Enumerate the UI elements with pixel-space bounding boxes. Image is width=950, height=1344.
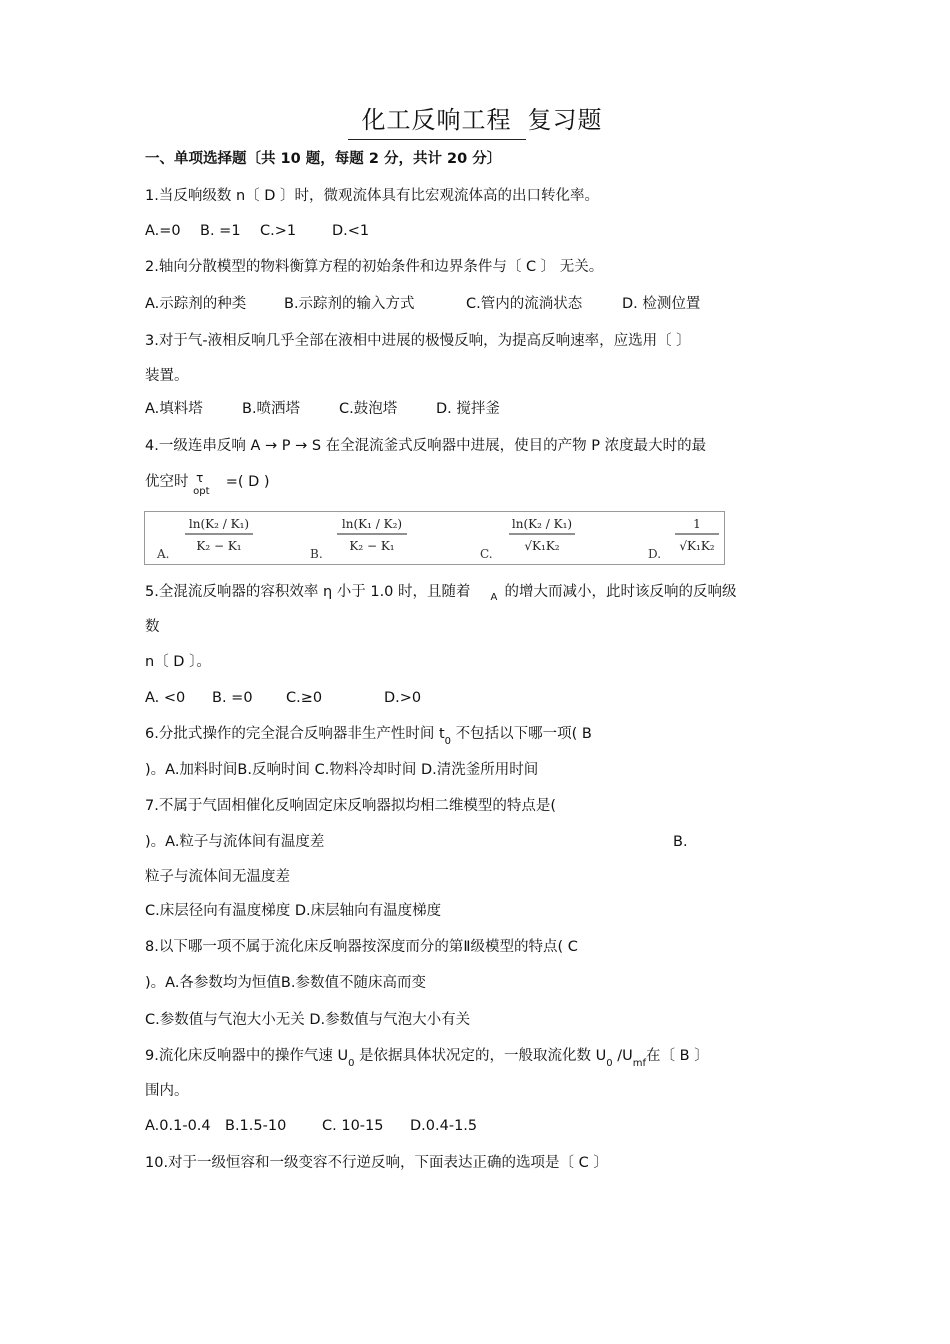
q9-option-b: B.1.5-10 <box>225 1118 287 1134</box>
formula-denominator-d: √K₁K₂ <box>679 539 715 553</box>
q2-option-c: C.管内的流淌状态 <box>466 296 583 312</box>
q7-stem-cont3: C.床层径向有温度梯度 D.床层轴向有温度梯度 <box>145 903 442 919</box>
section-heading: 一、单项选择题〔共 10 题，每题 2 分，共计 20 分〕 <box>145 151 502 167</box>
q4-formula-options <box>144 511 725 565</box>
q5-stem: 5.全混流反响器的容积效率 η 小于 1.0 时，且随着 A 的增大而减小，此时该反响的反响级 <box>145 582 737 602</box>
formula-numerator-b: ln(K₁ / K₂) <box>341 517 403 531</box>
q1-option-c: C.>1 <box>260 223 297 239</box>
formula-svg <box>145 512 724 564</box>
q6-stem: 6.分批式操作的完全混合反响器非生产性时间 $t_0$ 不包括以下哪一项( B <box>145 726 592 747</box>
q8-stem-cont2: C.参数值与气泡大小无关 D.参数值与气泡大小有关 <box>145 1012 471 1028</box>
formula-denominator-b: K₂ − K₁ <box>349 539 395 553</box>
q9-sub-0a: 0 <box>348 1058 355 1069</box>
formula-denominator-a: K₂ − K₁ <box>196 539 242 553</box>
q7-stem-cont: )。A.粒子与流体间有温度差 B. <box>145 834 688 850</box>
q5-option-b: B. =0 <box>212 690 253 706</box>
q9-sub-mf: mf <box>632 1058 647 1069</box>
q1-stem: 1.当反响级数 n〔 D 〕时，微观流体具有比宏观流体高的出口转化率。 <box>145 188 600 204</box>
q9-stem: 9.流化床反响器中的操作气速 $U_0$ 是依据具体状况定的，一般取流化数 $U_0$ $/U_{mf}$在〔 B 〕 <box>145 1048 709 1069</box>
q4-answer: =( D ) <box>225 474 270 490</box>
q1-option-b: B. =1 <box>200 223 241 239</box>
q7-stem: 7.不属于气固相催化反响固定床反响器拟均相二维模型的特点是( <box>145 798 556 814</box>
formula-numerator-c: ln(K₂ / K₁) <box>511 517 573 531</box>
q2-stem: 2.轴向分散模型的物料衡算方程的初始条件和边界条件与〔 C 〕 无关。 <box>145 259 604 275</box>
q5-option-a: A. <0 <box>145 690 186 706</box>
q2-option-d: D. 检测位置 <box>622 296 701 312</box>
title-part-1: 化工反响工程 <box>348 100 526 140</box>
q4-tau-symbol: τ opt <box>193 471 210 497</box>
q1-options <box>145 221 369 241</box>
q7-stem-cont2: 粒子与流体间无温度差 <box>145 869 290 885</box>
q1-option-a: A.=0 <box>145 223 181 239</box>
q8-stem: 8.以下哪一项不属于流化床反响器按深度而分的第Ⅱ级模型的特点( C <box>145 939 578 955</box>
q9-option-a: A.0.1-0.4 <box>145 1118 211 1134</box>
q3-option-b: B.喷洒塔 <box>242 401 301 417</box>
formula-denominator-c: √K₁K₂ <box>524 539 560 553</box>
formula-numerator-a: ln(K₂ / K₁) <box>188 517 250 531</box>
q9-stem-cont: 围内。 <box>145 1083 189 1099</box>
q8-stem-cont: )。A.各参数均为恒值B.参数值不随床高而变 <box>145 975 426 991</box>
formula-numerator-d: 1 <box>693 517 701 531</box>
q3-option-c: C.鼓泡塔 <box>339 401 398 417</box>
title-part-2: 复习题 <box>527 106 603 134</box>
q3-stem-cont: 装置。 <box>145 368 189 384</box>
q2-option-b: B.示踪剂的输入方式 <box>284 296 415 312</box>
q9-options <box>145 1116 477 1136</box>
q3-options <box>145 399 500 419</box>
q10-stem: 10.对于一级恒容和一级变容不行逆反响，下面表达正确的选项是〔 C 〕 <box>145 1155 608 1171</box>
q5-stem-cont: 数 <box>145 619 160 635</box>
page-title <box>0 100 950 140</box>
q1-option-d: D.<1 <box>332 223 370 239</box>
q3-option-a: A.填料塔 <box>145 401 203 417</box>
q5-option-d: D.>0 <box>384 690 422 706</box>
q4-stem-cont <box>145 471 270 497</box>
q5-sub-a: A <box>490 592 498 603</box>
q4-optimal-time-label: 优空时 <box>145 474 189 490</box>
q3-stem: 3.对于气-液相反响几乎全部在液相中进展的极慢反响，为提高反响速率，应选用〔 〕 <box>145 333 691 349</box>
q5-option-c: C.≥0 <box>286 690 323 706</box>
q5-options <box>145 688 421 708</box>
q2-options <box>145 294 700 314</box>
q2-option-a: A.示踪剂的种类 <box>145 296 247 312</box>
formula-label-c: C. <box>480 547 493 561</box>
formula-label-d: D. <box>648 547 662 561</box>
q3-option-d: D. 搅拌釜 <box>436 401 500 417</box>
q9-sub-0b: 0 <box>606 1058 613 1069</box>
q4-stem: 4.一级连串反响 A → P → S 在全混流釜式反响器中进展，使目的产物 P 浓度最大时的最 <box>145 438 707 454</box>
q6-stem-cont: )。A.加料时间B.反响时间 C.物料冷却时间 D.清洗釜所用时间 <box>145 762 539 778</box>
q9-option-c: C. 10-15 <box>322 1118 384 1134</box>
formula-label-a: A. <box>157 547 170 561</box>
formula-label-b: B. <box>310 547 323 561</box>
q9-option-d: D.0.4-1.5 <box>410 1118 478 1134</box>
q5-stem-cont2: n〔 D 〕。 <box>145 654 211 670</box>
q6-sub-0: 0 <box>444 736 452 747</box>
